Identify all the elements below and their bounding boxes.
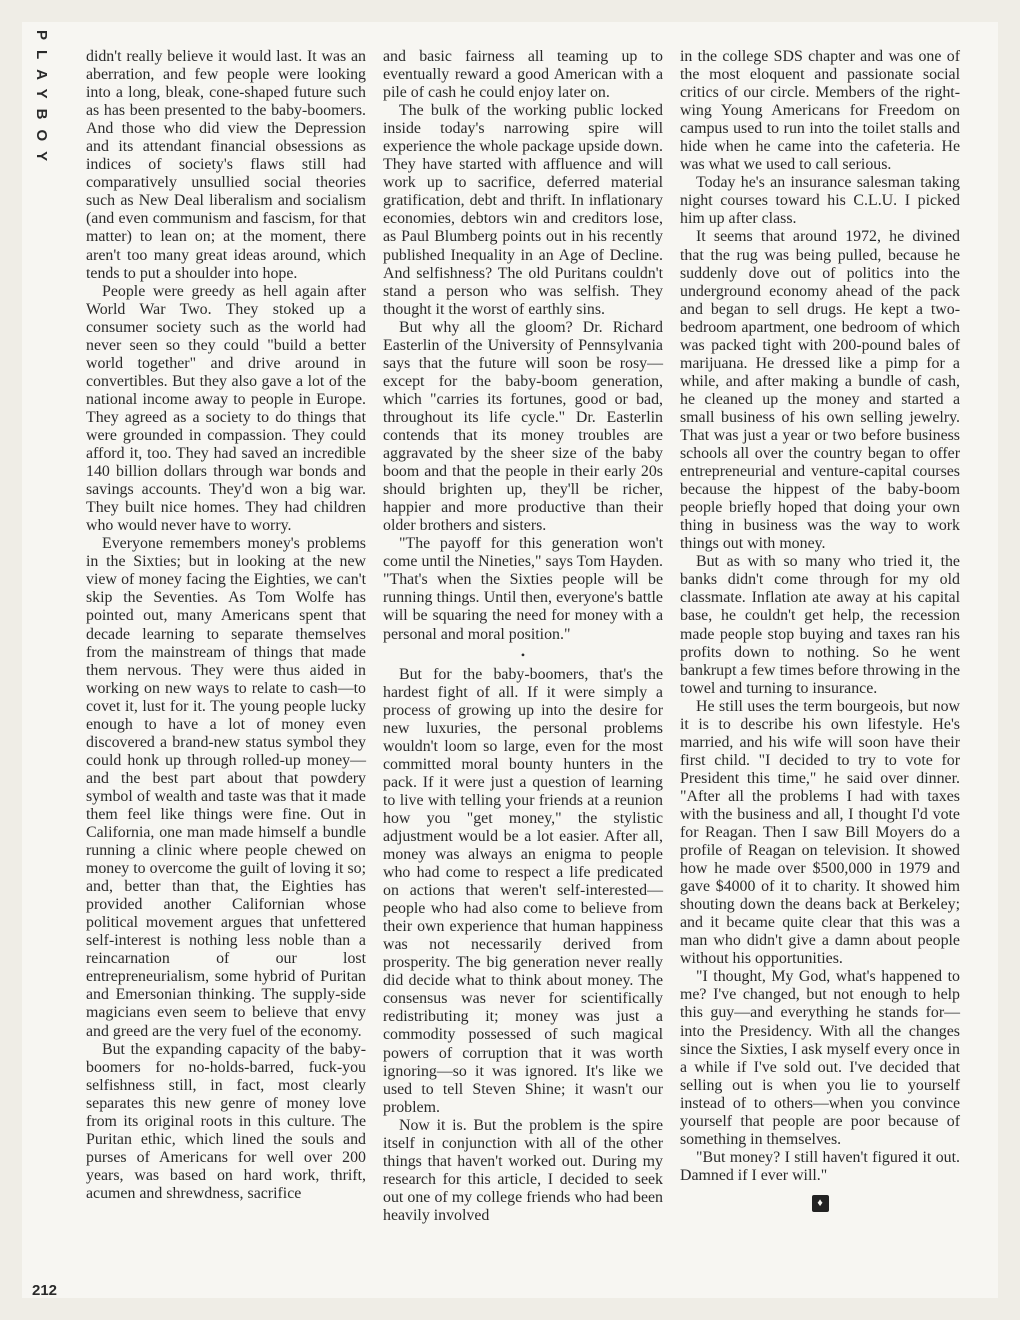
text-column-1 bbox=[86, 48, 366, 1203]
paragraph: But why all the gloom? Dr. Richard Easterlin of the University of Pennsylvania says that the future will soon be rosy—except for the baby-boom generation, which "carries its fortunes, good or bad, throughout its life cycle." Dr. Easterlin contends that its money troubles are aggravated by the sheer size of the baby boom and that the people in their early 20s should brighten up, they'll be richer, happier and more productive than their older brothers and sisters. bbox=[383, 318, 663, 535]
paragraph: It seems that around 1972, he divined that the rug was being pulled, because he suddenly dove out of politics into the underground economy ahead of the pack and began to sell drugs. He kept a two-bedroom apartment, one bedroom of which was packed tight with 200-pound bales of marijuana. He dressed like a pimp for a while, and after making a bundle of cash, he cleaned up the money and started a small business of his own selling jewelry. That was just a year or two before business schools all over the country began to offer entrepreneurial and venture-capital courses because the hippest of the baby-boom people briefly hoped that doing your own thing in business was the way to work things out with money. bbox=[680, 228, 960, 553]
text-column-2 bbox=[383, 48, 663, 1225]
paragraph: But for the baby-boomers, that's the hardest fight of all. If it were simply a process of growing up into the desire for new luxuries, the personal problems wouldn't loom so large, even for the most committed moral bounty hunters in the pack. If it were just a question of learning to live with telling your friends at a reunion how you "get money," the stylistic adjustment would be a lot easier. After all, money was always an enigma to people who had come to respect a life predicated on actions that weren't self-interested—people who had also come to believe from their own experience that human happiness was not necessarily derived from prosperity. The big generation never really did decide what to think about money. The consensus was never for scientifically redistributing it; money was just a commodity possessed of such magical powers of corruption that it was worth ignoring—so it was ignored. It's like we used to tell Steven Shine; it wasn't our problem. bbox=[383, 665, 663, 1116]
playboy-rabbit-icon: ♦ bbox=[812, 1195, 829, 1212]
paragraph: But as with so many who tried it, the banks didn't come through for my old classmate. Inflation ate away at his capital base, he couldn't get help, the recession made people stop buying and taxes ran his profits down to nothing. So he went bankrupt a few times before throwing in the towel and turning to insurance. bbox=[680, 553, 960, 697]
paragraph: Today he's an insurance salesman taking night courses toward his C.L.U. I picked him up after class. bbox=[680, 174, 960, 228]
page-number: 212 bbox=[32, 1282, 58, 1299]
paragraph: didn't really believe it would last. It was an aberration, and few people were looking into a long, bleak, cone-shaped future such as has been presented to the baby-boomers. And those who did view the Depression and its attendant financial obsessions as indices of society's flaws still had comparatively unsullied social theories such as New Deal liberalism and socialism (and even communism and fascism, for that matter) to lean on; at the moment, there aren't too many great ideas around, which tends to put a shoulder into hope. bbox=[86, 48, 366, 282]
paragraph: "The payoff for this generation won't come until the Nineties," says Tom Hayden. "That's when the Sixties people will be running things. Until then, everyone's battle will be squaring the need for money with a personal and moral position." bbox=[383, 535, 663, 643]
paragraph: and basic fairness all teaming up to eventually reward a good American with a pile of cash he could enjoy later on. bbox=[383, 48, 663, 102]
paragraph: The bulk of the working public locked inside today's narrowing spire will experience the whole package upside down. They have started with affluence and will work up to sacrifice, deferred material gratification, debt and thrift. In inflationary economies, debtors win and creditors lose, as Paul Blumberg points out in his recently published Inequality in an Age of Decline. And selfishness? The old Puritans couldn't stand a person who was selfish. They thought it the worst of earthly sins. bbox=[383, 102, 663, 318]
section-break-ornament: • bbox=[520, 647, 526, 662]
paragraph: But the expanding capacity of the baby-boomers for no-holds-barred, fuck-you selfishness still, in fact, most clearly separates this new genre of money love from its original roots in this culture. The Puritan ethic, which lined the souls and purses of Americans for well over 200 years, was based on hard work, thrift, acumen and shrewdness, sacrifice bbox=[86, 1040, 366, 1202]
running-head-text: PLAYBOY bbox=[33, 30, 50, 172]
paragraph: People were greedy as hell again after World War Two. They stoked up a consumer society such as the world had never seen so they could "build a better world together" and drive around in convertibles. But they also gave a lot of the national income away to people in Europe. They agreed as a society to do things that were grounded in compassion. They could afford it, too. They had saved an incredible 140 billion dollars through war bonds and savings accounts. They'd won a big war. They built nice homes. They had children who would never have to worry. bbox=[86, 282, 366, 535]
paragraph: "I thought, My God, what's happened to me? I've changed, but not enough to help this guy—and everything he stands for—into the Presidency. With all the changes since the Sixties, I ask myself every once in a while if I've sold out. I've decided that selling out is when you lie to yourself instead of to others—when you convince yourself that people are poor because of something in themselves. bbox=[680, 968, 960, 1148]
paragraph: Now it is. But the problem is the spire itself in conjunction with all of the other things that haven't worked out. During my research for this article, I decided to seek out one of my college friends who had been heavily involved bbox=[383, 1116, 663, 1224]
paragraph: in the college SDS chapter and was one of the most eloquent and passionate social critics of our circle. Members of the right-wing Young Americans for Freedom on campus used to run into the toilet stalls and hide when he came into the cafeteria. He was what we used to call serious. bbox=[680, 48, 960, 174]
text-column-3 bbox=[680, 48, 960, 1212]
paragraph: He still uses the term bourgeois, but now it is to describe his own lifestyle. He's married, and his wife will soon have their first child. "I decided to try to vote for President this time," he said over dinner. "After all the problems I had with taxes with the business and all, I thought I'd vote for Reagan. Then I saw Bill Moyers do a profile of Reagan on television. It showed how he made over $500,000 in 1979 and gave $4000 of it to charity. It showed him shouting down the deans back at Berkeley; and it became quite clear that this was a man who didn't give a damn about people without his opportunities. bbox=[680, 697, 960, 968]
paragraph: "But money? I still haven't figured it out. Damned if I ever will." bbox=[680, 1148, 960, 1184]
paragraph: Everyone remembers money's problems in the Sixties; but in looking at the new view of money facing the Eighties, we can't skip the Seventies. As Tom Wolfe has pointed out, many Americans spent that decade learning to separate themselves from the mainstream of things that made them nervous. They were thus aided in working on new ways to relate to cash—to covet it, lust for it. The young people lucky enough to have a lot of money even discovered a brand-new status symbol they could honk up through rolled-up money—and the best part about that powdery symbol of wealth and taste was that it made them feel like things were fine. Out in California, one man made himself a bundle running a clinic where people chewed on money to overcome the guilt of loving it so; and, better than that, the Eighties has provided another Californian whose political movement argues that unfettered self-interest is nothing less noble than a reincarnation of our lost entrepreneurialism, some hybrid of Puritan and Emersonian thinking. The supply-side magicians even seem to believe that envy and greed are the very fuel of the economy. bbox=[86, 535, 366, 1040]
